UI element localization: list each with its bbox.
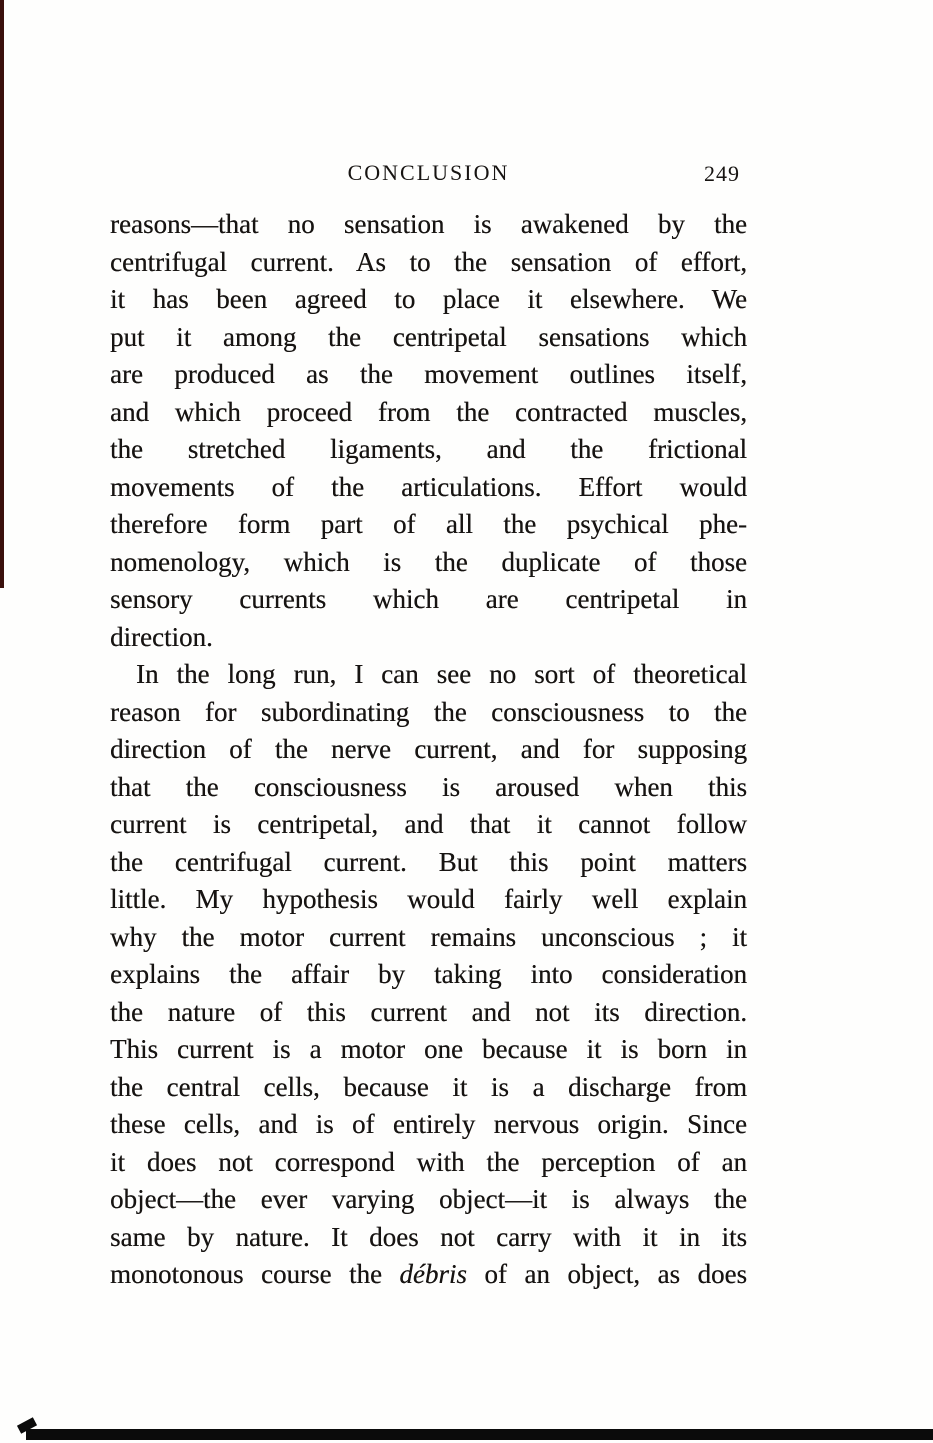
- text-line: put it among the centripetal sensations which: [110, 321, 747, 352]
- final-line-italic-word: débris: [399, 1259, 467, 1289]
- scan-artifact-bottom-edge: [26, 1429, 933, 1440]
- text-line: sensory currents which are centripetal in: [110, 584, 747, 614]
- text-line: direction of the nerve current, and for supposing: [110, 734, 747, 764]
- text-line: why the motor current remains unconscious ; it: [110, 921, 747, 952]
- text-line: that the consciousness is aroused when this: [110, 771, 747, 802]
- scan-artifact-left-edge: [0, 0, 4, 588]
- page-header: [110, 160, 747, 190]
- text-line-with-italic: [110, 1256, 747, 1294]
- final-line-post: of an object, as does: [466, 1259, 747, 1289]
- text-line: centrifugal current. As to the sensation of effort,: [110, 246, 747, 277]
- page-body: [110, 206, 747, 1294]
- text-line: This current is a motor one because it is born in: [110, 1034, 747, 1064]
- running-title: CONCLUSION: [347, 160, 510, 185]
- page-number: 249: [704, 161, 740, 186]
- text-line: the centrifugal current. But this point matters: [110, 846, 747, 877]
- text-line: reasons—that no sensation is awakened by the: [110, 209, 747, 239]
- text-line: nomenology, which is the duplicate of those: [110, 546, 747, 577]
- text-line: these cells, and is of entirely nervous origin. Since: [110, 1109, 747, 1139]
- text-line: explains the affair by taking into consideration: [110, 959, 747, 989]
- text-line: current is centripetal, and that it cannot follow: [110, 809, 747, 839]
- paragraph-2: [110, 656, 747, 1294]
- text-line: it has been agreed to place it elsewhere. We: [110, 284, 747, 314]
- text-line: object—the ever varying object—it is always the: [110, 1184, 747, 1214]
- text-line: and which proceed from the contracted muscles,: [110, 396, 747, 427]
- text-line: In the long run, I can see no sort of theoretical: [136, 659, 747, 689]
- text-line: it does not correspond with the perception of an: [110, 1146, 747, 1177]
- final-line-pre: monotonous course the: [110, 1259, 400, 1289]
- text-line: the central cells, because it is a discharge from: [110, 1071, 747, 1102]
- text-line: same by nature. It does not carry with it in its: [110, 1221, 747, 1252]
- text-line: therefore form part of all the psychical phe-: [110, 509, 747, 539]
- text-line: movements of the articulations. Effort would: [110, 471, 747, 502]
- paragraph-1: [110, 206, 747, 656]
- text-line: reason for subordinating the consciousness to the: [110, 696, 747, 727]
- text-line: little. My hypothesis would fairly well explain: [110, 884, 747, 914]
- text-line: the nature of this current and not its direction.: [110, 996, 747, 1027]
- text-line: the stretched ligaments, and the frictional: [110, 434, 747, 464]
- text-line: direction.: [110, 621, 213, 652]
- text-line: are produced as the movement outlines itself,: [110, 359, 747, 389]
